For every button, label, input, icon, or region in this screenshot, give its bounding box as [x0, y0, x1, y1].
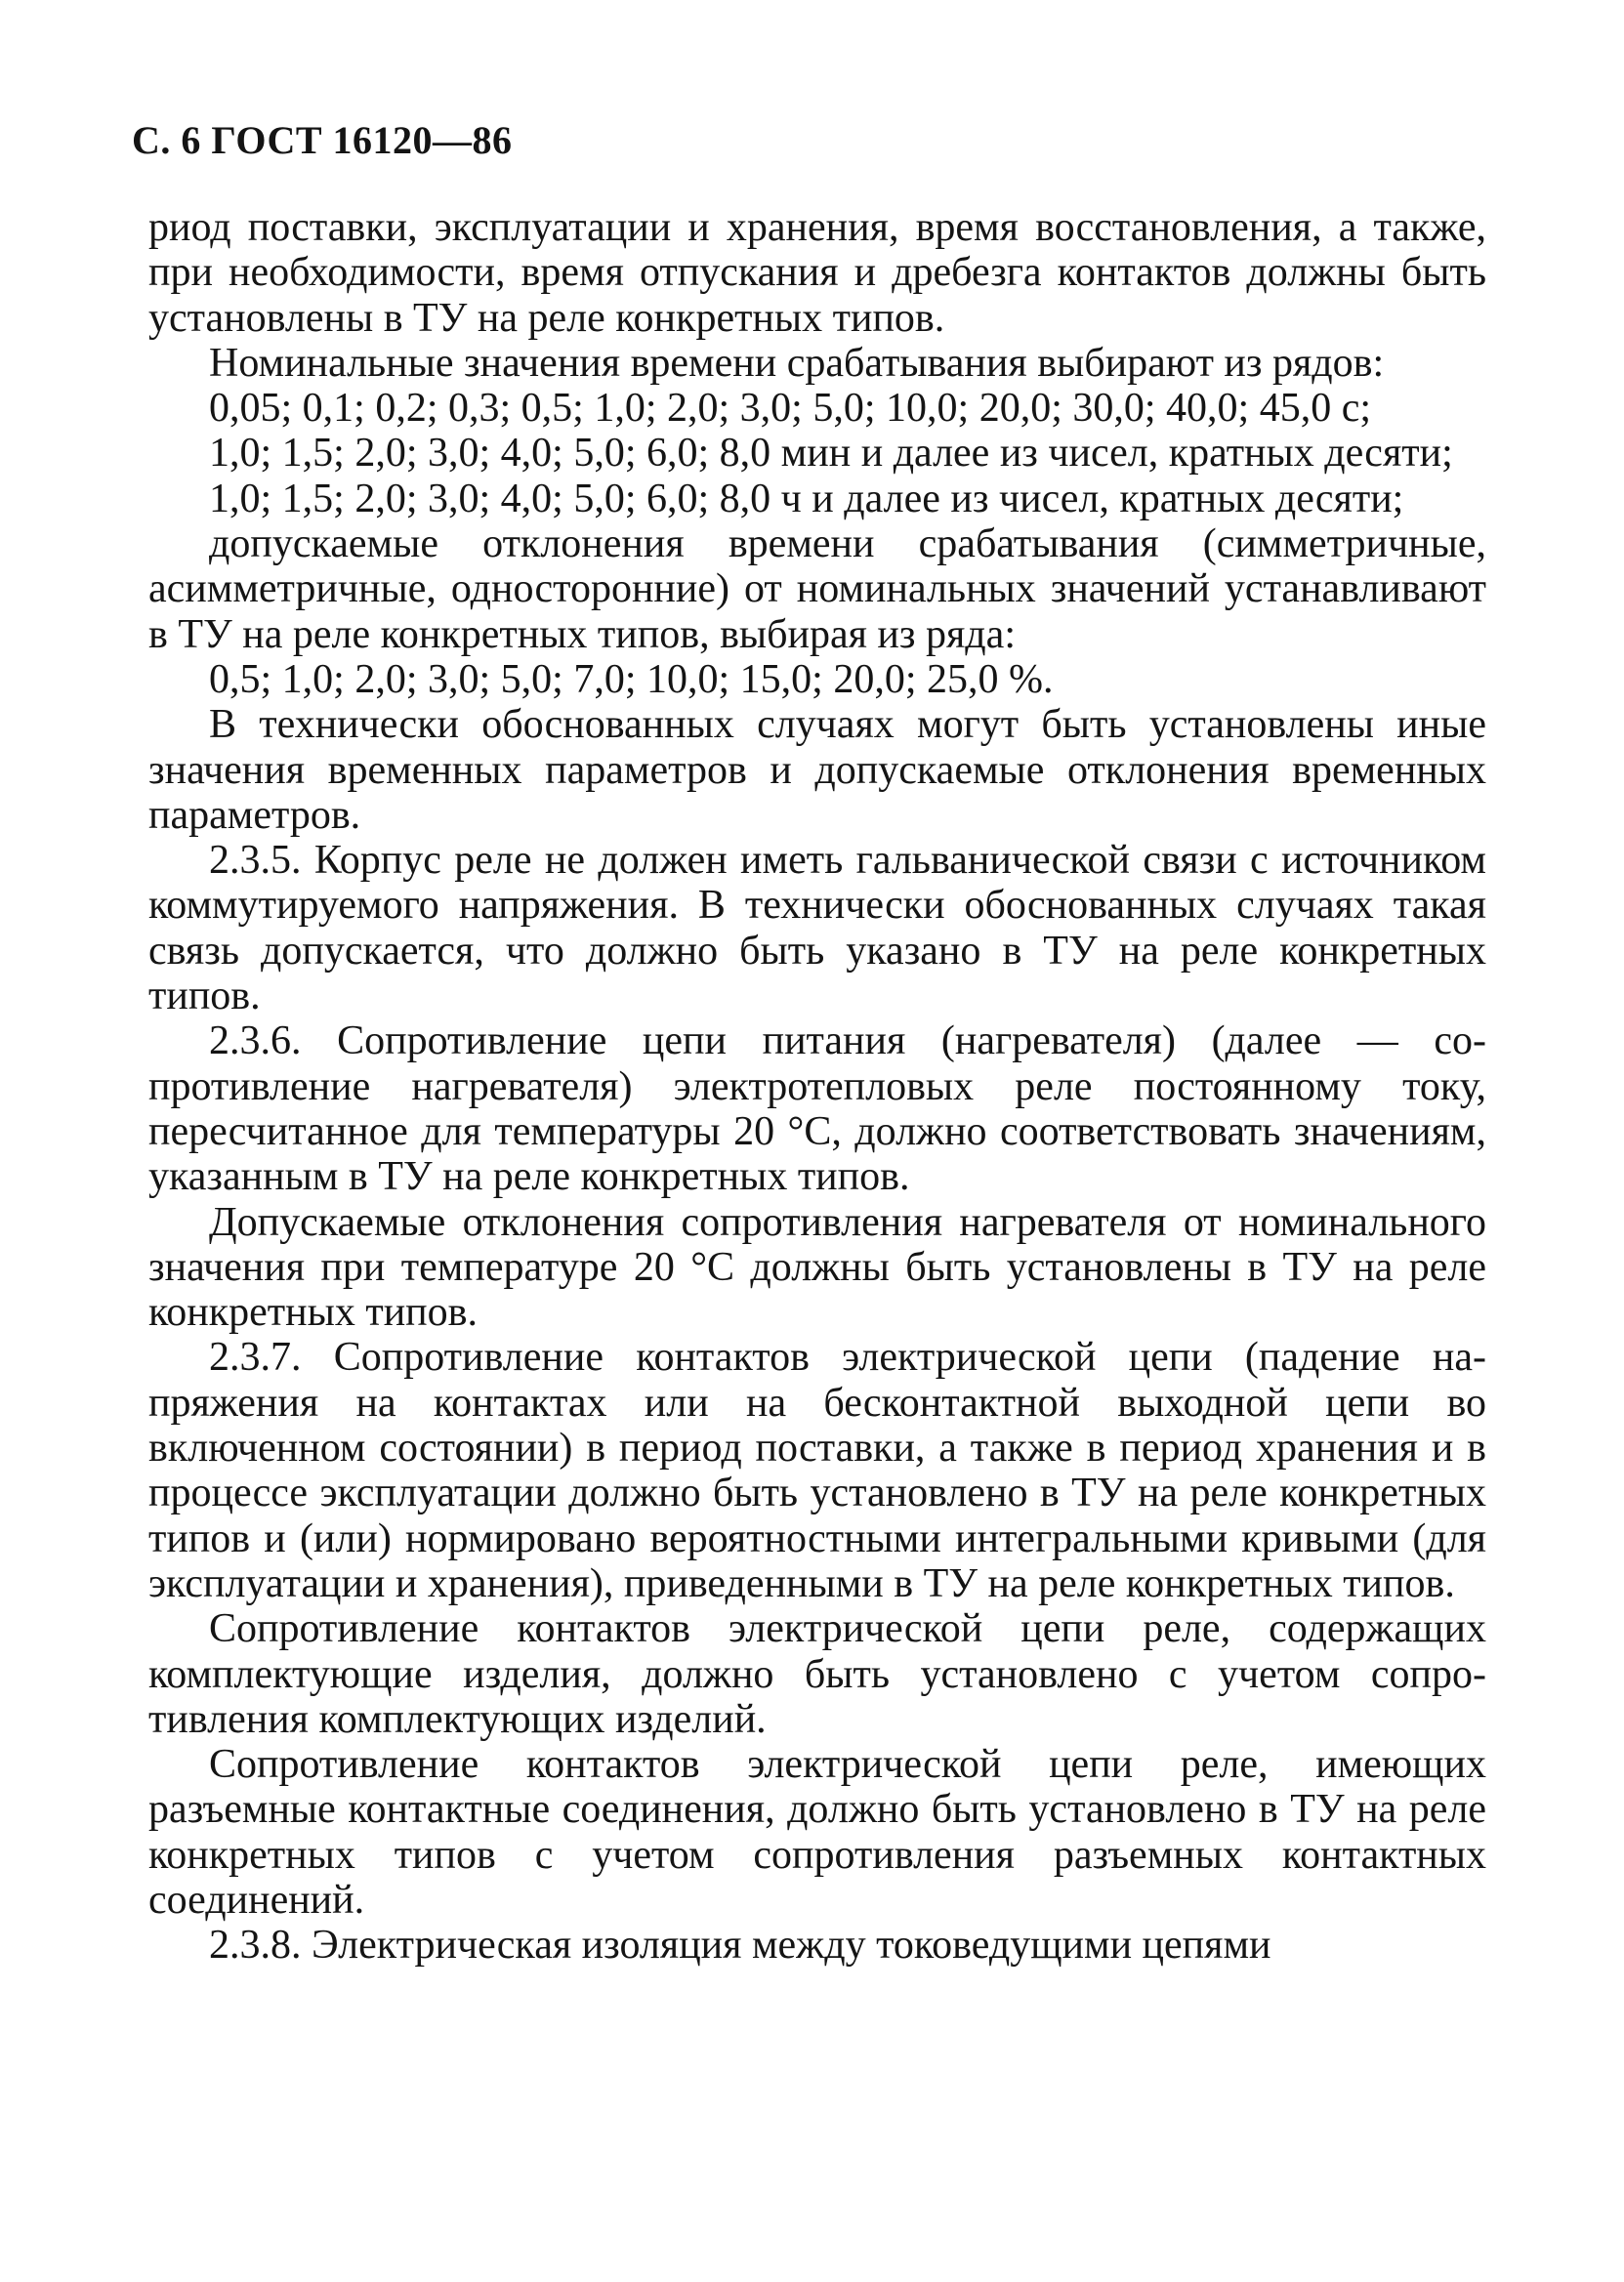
clause-2-3-8: 2.3.8. Электрическая изоляция между токоведущими цепями: [209, 1923, 1271, 1969]
series-hours: 1,0; 1,5; 2,0; 3,0; 4,0; 5,0; 6,0; 8,0 ч и далее из чисел, кратных десяти;: [209, 476, 1404, 521]
running-head: С. 6 ГОСТ 16120—86: [132, 118, 513, 162]
paragraph-heater-tolerance: Допускаемые отклонения сопротивления нагревателя от номинального значения при температуре 20 °С должны быть установлены в ТУ на реле конкретных типов.: [148, 1199, 1486, 1336]
clause-2-3-5: 2.3.5. Корпус реле не должен иметь гальванической связи с источником коммутируемого напряжения. В технически обоснованных случаях такая связь допускается, что должно быть указано в ТУ на реле конкретных типов.: [148, 838, 1486, 1019]
paragraph-connector-resistance: Сопротивление контактов электрической цепи реле, имеющих разъемные контактные соединения, должно быть установлено в ТУ на реле конкретных типов с учетом сопротивления разъемных контактных соединений.: [148, 1742, 1486, 1923]
series-percent: 0,5; 1,0; 2,0; 3,0; 5,0; 7,0; 10,0; 15,0; 20,0; 25,0 %.: [209, 656, 1054, 702]
paragraph-components-resistance: Сопротивление контактов электрической цепи реле, содержащих комплектующие изделия, должно быть установлено с учетом сопротивления комплектующих изделий.: [148, 1606, 1486, 1742]
clause-2-3-7: 2.3.7. Сопротивление контактов электрической цепи (падение напряжения на контактах или на бесконтактной выходной цепи во включенном состоянии) в период поставки, а также в период хранения и в процессе эксплуатации должно быть установлено в ТУ на реле конкретных типов и (или) нормировано вероятностными интегральными кривыми (для эксплуатации и хранения), приведенными в ТУ на реле конкретных типов.: [148, 1335, 1486, 1606]
clause-2-3-6: 2.3.6. Сопротивление цепи питания (нагревателя) (далее — сопротивление нагревателя) электротепловых реле постоянному току, пересчитанное для температуры 20 °С, должно соответствовать значениям, указанным в ТУ на реле конкретных типов.: [148, 1018, 1486, 1200]
paragraph-justified-cases: В технически обоснованных случаях могут быть установлены иные значения временных параметров и допускаемые отклонения временных параметров.: [148, 702, 1486, 838]
series-seconds: 0,05; 0,1; 0,2; 0,3; 0,5; 1,0; 2,0; 3,0; 5,0; 10,0; 20,0; 30,0; 40,0; 45,0 с;: [209, 386, 1372, 432]
body-text: [148, 205, 1486, 1969]
paragraph-tolerances: допускаемые отклонения времени срабатывания (симметричные, асимметричные, односторонние) от номинальных значений устанавливают в ТУ на реле конкретных типов, выбирая из ряда:: [148, 521, 1486, 657]
paragraph-continuation: риод поставки, эксплуатации и хранения, время восстановления, а также, при необходимости, время отпускания и дребезга контактов должны быть установлены в ТУ на реле конкретных типов.: [148, 205, 1486, 341]
series-minutes: 1,0; 1,5; 2,0; 3,0; 4,0; 5,0; 6,0; 8,0 мин и далее из чисел, кратных десяти;: [209, 431, 1453, 477]
paragraph-nominal-values: Номинальные значения времени срабатывания выбирают из рядов:: [209, 340, 1385, 386]
